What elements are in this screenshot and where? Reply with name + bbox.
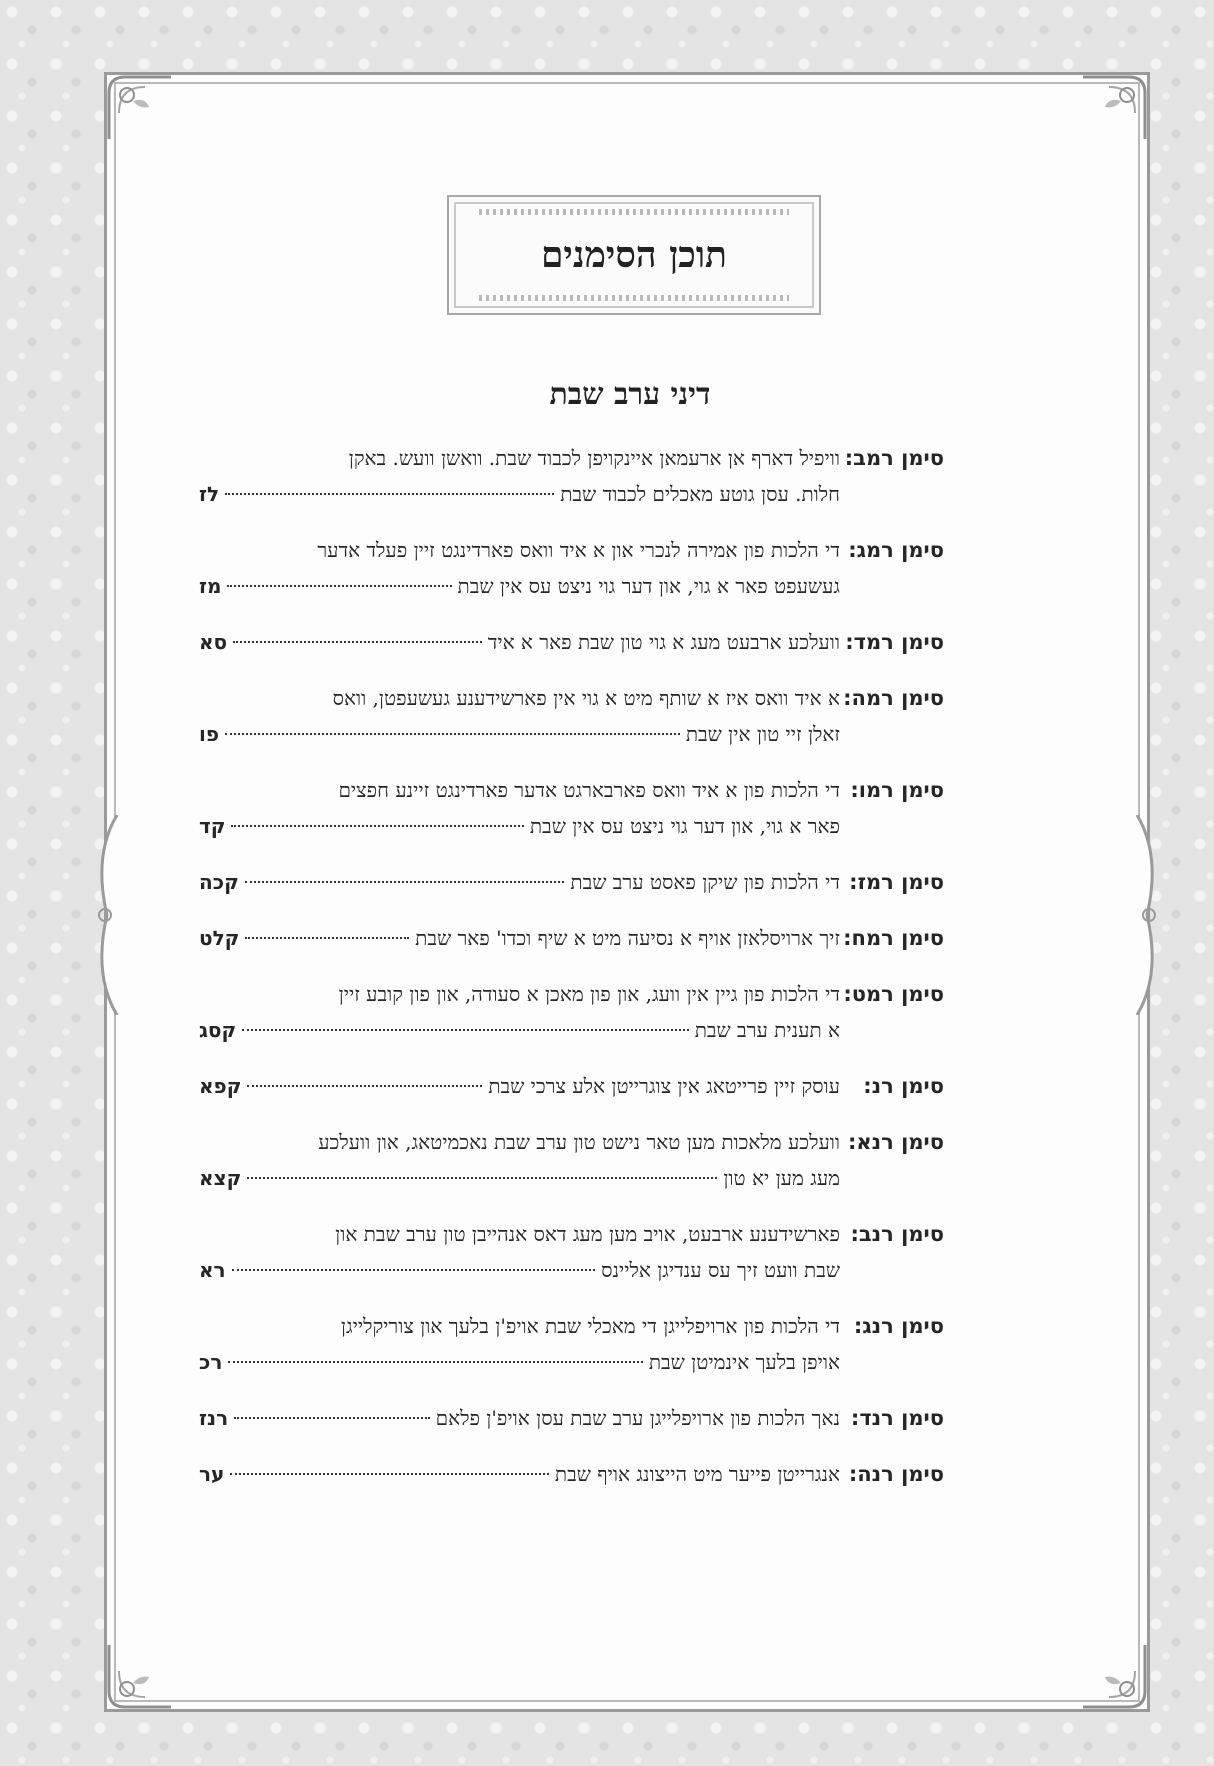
title-box (447, 195, 821, 315)
page-reference: קד (199, 814, 226, 838)
dot-leader (228, 1360, 642, 1363)
toc-entry-last-line (199, 808, 840, 844)
toc-entry (199, 440, 944, 512)
page-reference: קסג (199, 1018, 237, 1042)
page-reference: קלט (199, 926, 240, 950)
toc-entry-body (199, 1068, 840, 1104)
siman-label: סימן רמו: (850, 778, 944, 802)
dot-leader (247, 1084, 482, 1087)
side-ornament-icon (1133, 815, 1167, 1015)
dot-leader (245, 936, 409, 939)
toc-entry (199, 532, 944, 604)
toc-entry-last-line (199, 568, 840, 604)
page-reference: קפא (199, 1074, 242, 1098)
siman-label: סימן רמד: (845, 630, 944, 654)
siman-label: סימן רמח: (843, 926, 944, 950)
toc-entry-last-line (199, 1344, 840, 1380)
toc-entry-body (199, 624, 840, 660)
toc-entry-last-line (199, 1160, 840, 1196)
toc-entry-last-line (199, 1400, 840, 1436)
corner-ornament-icon (1079, 1641, 1149, 1711)
toc-entry-body (199, 440, 840, 512)
toc-entry-last-line (199, 624, 840, 660)
toc-entry-text: אנגרייטן פייער מיט הייצונג אויף שבת (554, 1462, 840, 1486)
siman-label: סימן רנב: (850, 1222, 944, 1246)
toc-entry-text: די הלכות פון ארויפלייגן די מאכלי שבת אויפ'ן בלעך און צוריקלייגן (340, 1314, 840, 1338)
page-reference: רנז (199, 1406, 229, 1430)
dot-leader (242, 1028, 688, 1031)
toc-entry-body (199, 680, 840, 752)
toc-entry-text: פארשידענע ארבעט, אויב מען מעג דאס אנהייבן טון ערב שבת און (335, 1222, 840, 1246)
toc-entry-body (199, 976, 840, 1048)
toc-entry-text: חלות. עסן גוטע מאכלים לכבוד שבת (560, 482, 840, 506)
toc-entry (199, 1216, 944, 1288)
toc-entry-text: די הלכות פון א איד וואס פארבארגט אדער פארדינגט זיינע חפצים (338, 778, 840, 802)
page-reference: רכ (199, 1350, 223, 1374)
toc-entry-last-line (199, 716, 840, 752)
toc-entry-text: וויפיל דארף אן ארעמאן איינקויפן לכבוד שבת. וואשן וועש. באקן (348, 446, 840, 470)
page-title: תוכן הסימנים (540, 234, 728, 276)
dot-leader (233, 640, 482, 643)
toc-entry-body (199, 1308, 840, 1380)
dot-leader (225, 492, 554, 495)
toc-entry-text: שבת וועט זיך עס ענדיגן אליינס (601, 1258, 840, 1282)
siman-label: סימן רנ: (863, 1074, 944, 1098)
toc-entry (199, 1308, 944, 1380)
page-reference: לז (199, 482, 220, 506)
toc-entry (199, 680, 944, 752)
page-reference: רא (199, 1258, 226, 1282)
toc-entry-text: פאר א גוי, און דער גוי ניצט עס אין שבת (529, 814, 840, 838)
toc-entry-body (199, 864, 840, 900)
toc-entry-body (199, 1400, 840, 1436)
corner-ornament-icon (105, 1641, 175, 1711)
toc-entry (199, 864, 944, 900)
toc-entry-text: א איד וואס איז א שותף מיט א גוי אין פארשידענע געשעפטן, וואס (332, 686, 840, 710)
side-ornament-icon (87, 815, 121, 1015)
dot-leader (232, 1268, 596, 1271)
page-reference: קצא (199, 1166, 242, 1190)
dot-leader (247, 1176, 717, 1179)
toc-entry (199, 920, 944, 956)
page-reference: סא (199, 630, 228, 654)
toc-entry-last-line (199, 1068, 840, 1104)
siman-label: סימן רנד: (850, 1406, 944, 1430)
toc-entry (199, 1400, 944, 1436)
section-heading: דיני ערב שבת (549, 377, 711, 412)
corner-ornament-icon (1079, 73, 1149, 143)
toc-entry-text: נאך הלכות פון ארויפלייגן ערב שבת עסן אויפ'ן פלאם (435, 1406, 840, 1430)
siman-label: סימן רנא: (847, 1130, 944, 1154)
toc-entry-last-line (199, 1012, 840, 1048)
toc-entry-text: די הלכות פון שיקן פאסט ערב שבת (570, 870, 840, 894)
toc-entry-text: זאלן זיי טון אין שבת (685, 722, 840, 746)
siman-label: סימן רמב: (844, 446, 944, 470)
toc-entry-body (199, 772, 840, 844)
siman-label: סימן רנה: (848, 1462, 944, 1486)
toc-entry (199, 976, 944, 1048)
page-reference: מז (199, 574, 222, 598)
dot-leader (245, 880, 565, 883)
page-reference: פו (199, 722, 220, 746)
dot-leader (227, 584, 451, 587)
toc-entry (199, 1068, 944, 1104)
toc-entry-text: וועלכע מלאכות מען טאר נישט טון ערב שבת נאכמיטאג, און וועלכע (318, 1130, 840, 1154)
dot-leader (225, 732, 680, 735)
toc-entry-text: די הלכות פון אמירה לנכרי און א איד וואס פארדינגט זיין פעלד אדער (317, 538, 840, 562)
toc-entry-text: די הלכות פון גיין אין וועג, און פון מאכן א סעודה, און פון קובע זיין (338, 982, 840, 1006)
page-reference: קכה (199, 870, 239, 894)
toc-entry-text: געשעפט פאר א גוי, און דער גוי ניצט עס אין שבת (457, 574, 840, 598)
toc-entry-last-line (199, 476, 840, 512)
toc-entry-text: מעג מען יא טון (723, 1166, 840, 1190)
toc-entry-body (199, 532, 840, 604)
dot-leader (230, 1472, 549, 1475)
toc-entry (199, 772, 944, 844)
toc-entry-text: אויפן בלעך אינמיטן שבת (648, 1350, 840, 1374)
toc-entry-last-line (199, 920, 840, 956)
table-of-contents (199, 440, 944, 1512)
toc-entry-last-line (199, 864, 840, 900)
dot-leader (231, 824, 523, 827)
toc-entry (199, 624, 944, 660)
dot-leader (234, 1416, 430, 1419)
toc-entry-last-line (199, 1456, 840, 1492)
siman-label: סימן רנג: (853, 1314, 944, 1338)
toc-entry-text: עוסק זיין פרייטאג אין צוגרייטן אלע צרכי שבת (488, 1074, 840, 1098)
toc-entry-body (199, 1216, 840, 1288)
toc-entry-last-line (199, 1252, 840, 1288)
siman-label: סימן רמז: (849, 870, 944, 894)
toc-entry-body (199, 1456, 840, 1492)
toc-entry (199, 1456, 944, 1492)
toc-entry-text: א תענית ערב שבת (694, 1018, 840, 1042)
siman-label: סימן רמט: (843, 982, 944, 1006)
toc-entry-body (199, 1124, 840, 1196)
toc-entry-text: זיך ארויסלאזן אויף א נסיעה מיט א שיף וכדו' פאר שבת (415, 926, 840, 950)
toc-entry-text: וועלכע ארבעט מעג א גוי טון שבת פאר א איד (487, 630, 840, 654)
page-frame (104, 72, 1150, 1712)
toc-entry (199, 1124, 944, 1196)
corner-ornament-icon (105, 73, 175, 143)
siman-label: סימן רמה: (843, 686, 944, 710)
page-reference: ער (199, 1462, 225, 1486)
toc-entry-body (199, 920, 840, 956)
siman-label: סימן רמג: (848, 538, 944, 562)
